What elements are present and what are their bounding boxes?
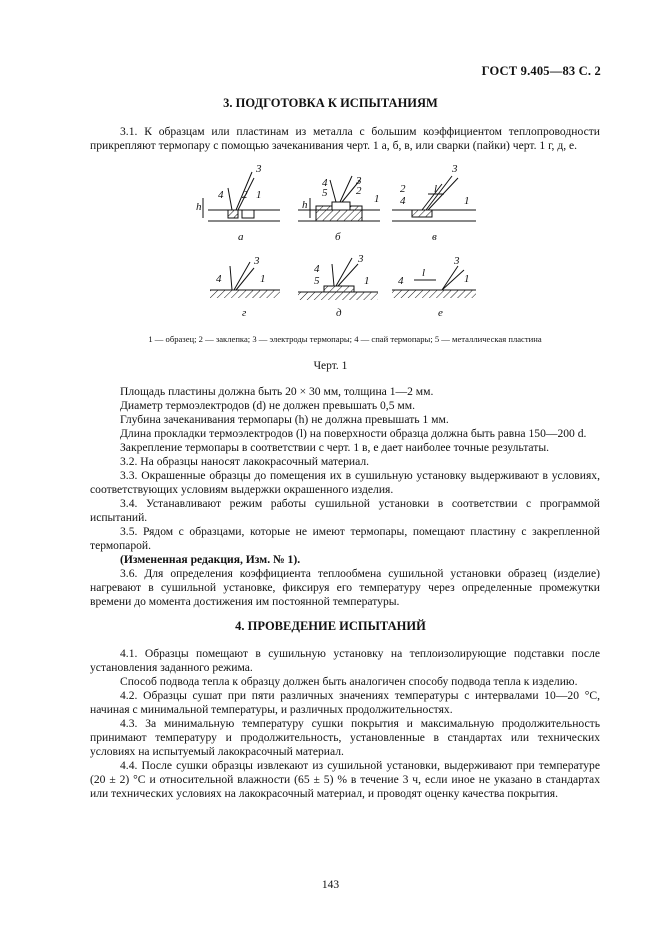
figure-1 — [180, 158, 480, 326]
figure-label-e: е — [438, 307, 443, 319]
figure-label-d: д — [336, 307, 342, 319]
paragraph-4-1: 4.1. Образцы помещают в сушильную установку на теплоизолирующие подставки после установления заданного режима. — [90, 647, 600, 675]
callout-5: 5 — [314, 275, 320, 287]
text-line: Глубина зачеканивания термопары (h) не должна превышать 1 мм. — [120, 413, 449, 426]
callout-1: 1 — [364, 275, 370, 287]
text-line: Площадь пластины должна быть 20 × 30 мм, толщина 1—2 мм. — [120, 385, 434, 398]
callout-4: 4 — [314, 263, 320, 275]
callout-4: 4 — [398, 275, 404, 287]
callout-3: 3 — [254, 255, 260, 267]
document-header: ГОСТ 9.405—83 С. 2 — [481, 64, 601, 78]
paragraph-4-1-b: Способ подвода тепла к образцу должен быть аналогичен способу подвода тепла к изделию. — [120, 675, 578, 688]
callout-2: 2 — [400, 183, 406, 195]
page-number: 143 — [321, 879, 340, 891]
callout-1: 1 — [260, 273, 266, 285]
callout-3: 3 — [452, 163, 458, 175]
dimension-h: h — [302, 199, 308, 211]
callout-1: 1 — [374, 193, 380, 205]
callout-5: 5 — [322, 187, 328, 199]
callout-3: 3 — [454, 255, 460, 267]
paragraph-3-2: 3.2. На образцы наносят лакокрасочный материал. — [120, 455, 370, 468]
callout-1: 1 — [464, 195, 470, 207]
figure-label-b: б — [335, 231, 341, 243]
callout-3: 3 — [358, 253, 364, 265]
dimension-l: l — [422, 267, 426, 279]
text-line: Закрепление термопары в соответствии с черт. 1 в, е дает наиболее точные результаты. — [120, 441, 550, 454]
callout-2: 2 — [242, 189, 248, 201]
paragraph-4-4: 4.4. После сушки образцы извлекают из сушильной установки, выдерживают при температуре (20 ± 2) °С и относительной влажности (65 ± 5) % в течение 3 ч, если иное не указано в стандартах или технических условиях на лакокрасочный материал, и проводят оценку качества покрытия. — [90, 759, 600, 801]
figure-label-g: г — [242, 307, 247, 319]
text-line: Диаметр термоэлектродов (d) не должен превышать 0,5 мм. — [120, 399, 415, 412]
figure-part-b — [298, 176, 380, 221]
figure-label: Черт. 1 — [313, 360, 348, 372]
dimension-l: l — [434, 183, 438, 195]
callout-3: 3 — [356, 175, 362, 187]
paragraph-4-3: 4.3. За минимальную температуру сушки покрытия и максимальную продолжительность принимают температуру и продолжительность, установленные в стандартах или технических условиях на испытуемый лакокрасочный материал. — [90, 717, 600, 759]
paragraph-3-6: 3.6. Для определения коэффициента теплообмена сушильной установки образец (изделие) нагревают в сушильной установке, фиксируя его температуру через определенные промежутки времени до момента достижения им постоянной температуры. — [90, 567, 600, 609]
dimension-h: h — [196, 201, 202, 213]
paragraph-3-1: 3.1. К образцам или пластинам из металла с большим коэффициентом теплопроводности прикрепляют термопару с помощью зачеканивания черт. 1 а, б, в, или сварки (пайки) черт. 1 г, д, е. — [90, 125, 600, 153]
text-line: Длина прокладки термоэлектродов (l) на поверхности образца должна быть равна 150—200 d. — [120, 427, 587, 440]
section-3-title: 3. ПОДГОТОВКА К ИСПЫТАНИЯМ — [223, 96, 438, 110]
figure-caption: 1 — образец; 2 — заклепка; 3 — электроды термопары; 4 — спай термопары; 5 — металлическая пластина — [148, 334, 542, 344]
figure-label-v: в — [432, 231, 437, 243]
callout-1: 1 — [256, 189, 262, 201]
callout-4: 4 — [400, 195, 406, 207]
figure-label-a: а — [238, 231, 244, 243]
callout-4: 4 — [218, 189, 224, 201]
callout-4: 4 — [322, 177, 328, 189]
callout-1: 1 — [464, 273, 470, 285]
paragraph-3-5: 3.5. Рядом с образцами, которые не имеют термопары, помещают пластину с закрепленной термопарой. — [90, 525, 600, 553]
callout-3: 3 — [256, 163, 262, 175]
amendment-note: (Измененная редакция, Изм. № 1). — [120, 553, 301, 566]
paragraph-3-3: 3.3. Окрашенные образцы до помещения их в сушильную установку выдерживают в условиях, соответствующих условиям выдержки окрашенного изделия. — [90, 469, 600, 497]
paragraph-3-4: 3.4. Устанавливают режим работы сушильной установки в соответствии с программой испытаний. — [90, 497, 600, 525]
callout-4: 4 — [216, 273, 222, 285]
callout-2: 2 — [356, 185, 362, 197]
section-4-title: 4. ПРОВЕДЕНИЕ ИСПЫТАНИЙ — [235, 619, 426, 633]
paragraph-4-2: 4.2. Образцы сушат при пяти различных значениях температуры с интервалами 10—20 °С, начиная с минимальной температуры, и различных продолжительностях. — [90, 689, 600, 717]
